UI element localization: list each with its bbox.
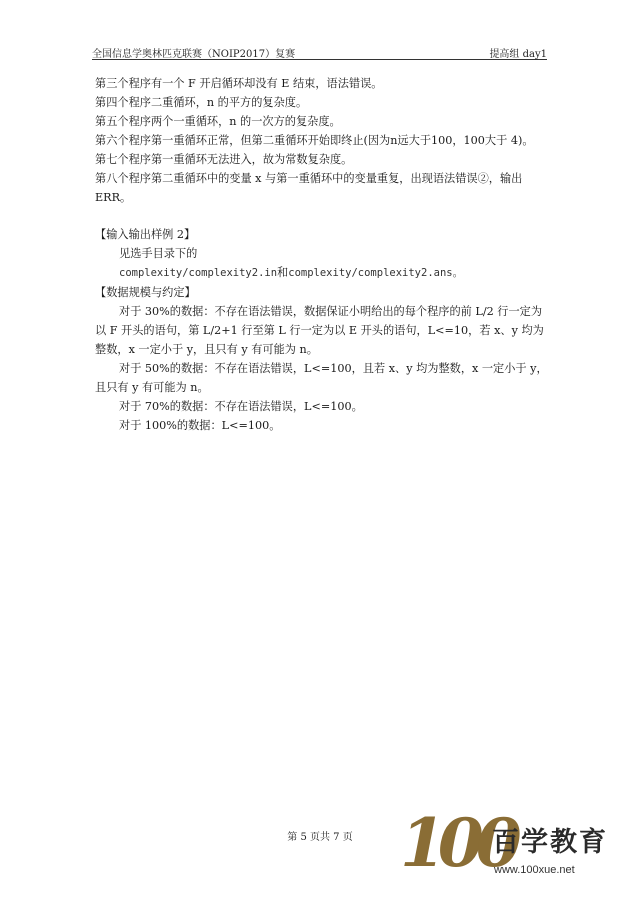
header-title: 全国信息学奥林匹克联赛（NOIP2017）复赛: [92, 49, 296, 60]
sample-intro: 见选手目录下的: [119, 247, 198, 260]
logo-brand: 百学教育: [492, 827, 608, 858]
explanation-line: 第六个程序第一重循环正常，但第二重循环开始即终止(因为n远大于100，100大于 4)。: [95, 134, 534, 147]
explanation-line: 第八个程序第二重循环中的变量 x 与第一重循环中的变量重复，出现语法错误②，输出 ERR。: [95, 172, 523, 204]
explanation-line: 第五个程序两个一重循环，n 的一次方的复杂度。: [95, 115, 341, 128]
constraints-heading: 【数据规模与约定】: [95, 286, 196, 299]
constraint-30: 对于 30%的数据：不存在语法错误，数据保证小明给出的每个程序的前 L/2 行一定为以 F 开头的语句，第 L/2+1 行至第 L 行一定为以 E 开头的语句，L<=10，若 x、y 均为整数，x 一定小于 y，且只有 y 有可能为 n。: [95, 305, 544, 356]
constraint-100: 对于 100%的数据：L<=100。: [119, 419, 281, 432]
constraint-70: 对于 70%的数据：不存在语法错误，L<=100。: [119, 400, 363, 413]
sample-and: 和: [277, 266, 289, 279]
page-number: 第 5 页共 7 页: [287, 832, 353, 843]
brand-logo: [400, 804, 608, 888]
explanation-line: 第四个程序二重循环，n 的平方的复杂度。: [95, 96, 308, 109]
sample-file-ans: complexity/complexity2.ans。: [288, 267, 464, 279]
document-body: [95, 74, 550, 435]
logo-url: www.100xue.net: [494, 864, 575, 876]
logo-number: 100: [400, 804, 514, 882]
header-group: 提高组 day1: [489, 49, 547, 60]
page-header: [92, 41, 547, 60]
sample-file-in: complexity/complexity2.in: [119, 267, 278, 279]
constraint-50: 对于 50%的数据：不存在语法错误，L<=100，且若 x、y 均为整数，x 一定小于 y，且只有 y 有可能为 n。: [95, 362, 548, 394]
sample-heading: 【输入输出样例 2】: [95, 228, 196, 241]
sample-files: [95, 263, 550, 283]
explanation-line: 第三个程序有一个 F 开启循环却没有 E 结束，语法错误。: [95, 77, 383, 90]
explanation-line: 第七个程序第一重循环无法进入，故为常数复杂度。: [95, 153, 353, 166]
